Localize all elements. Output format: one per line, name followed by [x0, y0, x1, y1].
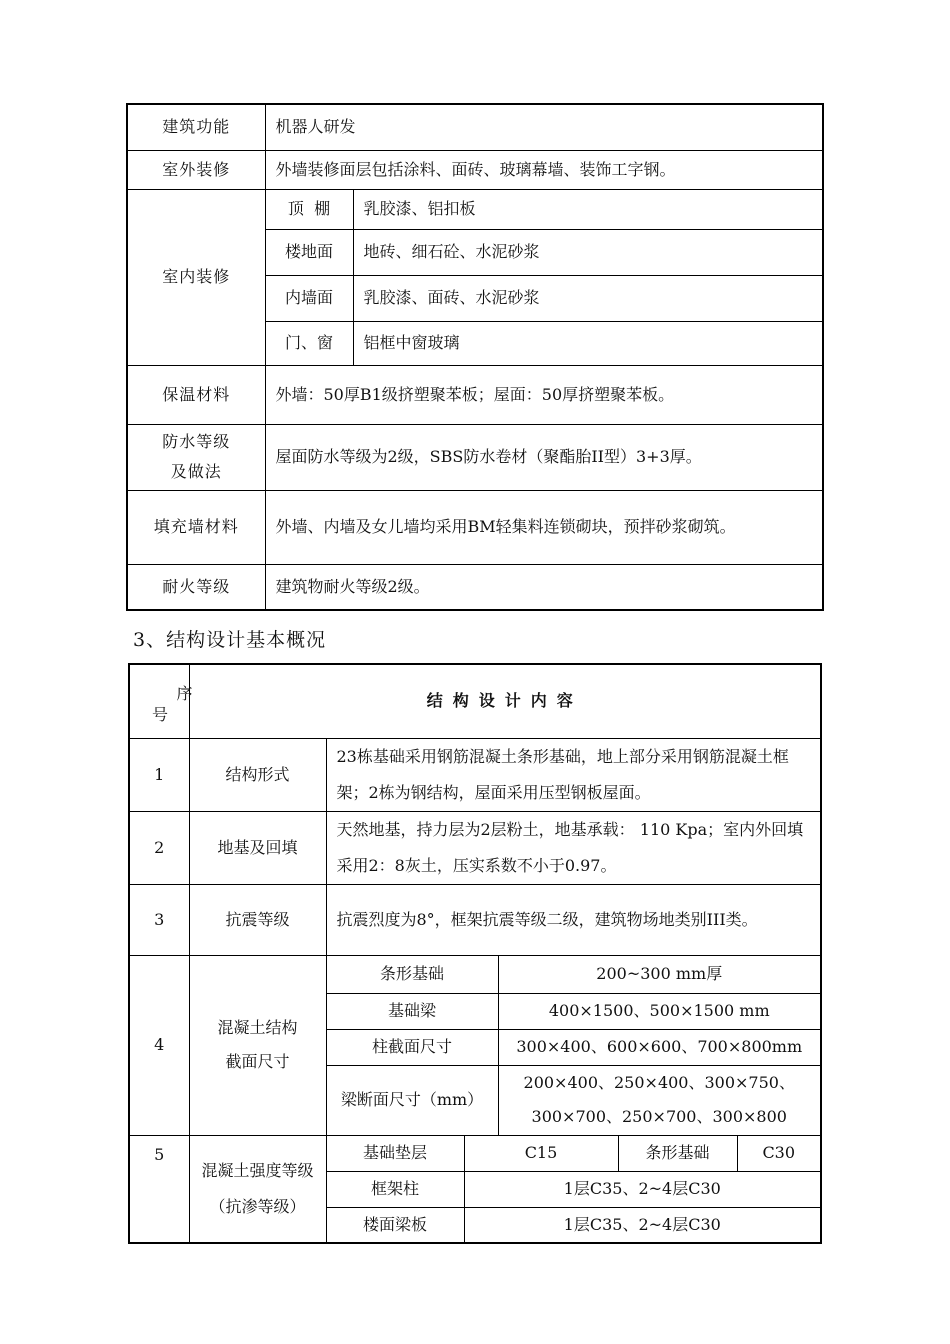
- sub-label: 梁断面尺寸（mm）: [326, 1065, 498, 1135]
- row-label: 保温材料: [127, 365, 265, 424]
- sub-label: 顶 棚: [265, 189, 353, 229]
- sub-label: 楼面梁板: [326, 1207, 464, 1243]
- row-label: [127, 424, 265, 490]
- value-line: 200×400、250×400、300×750、: [523, 1073, 795, 1092]
- row-label: 建筑功能: [127, 104, 265, 150]
- sub-label: 门、窗: [265, 321, 353, 365]
- sub-value: 乳胶漆、铝扣板: [353, 189, 823, 229]
- table-row: [127, 564, 823, 610]
- sub-label: 楼地面: [265, 229, 353, 275]
- sub-value: 200~300 mm厚: [498, 955, 821, 993]
- building-info-table: [126, 103, 824, 611]
- sub-value: [498, 1065, 821, 1135]
- row-number: 2: [129, 811, 189, 884]
- sub-label: 条形基础: [326, 955, 498, 993]
- table-row: [127, 365, 823, 424]
- structure-design-table: [128, 663, 822, 1244]
- row-number: 3: [129, 884, 189, 955]
- row-number: 1: [129, 738, 189, 811]
- sub-label: 基础梁: [326, 993, 498, 1029]
- sub-label: 柱截面尺寸: [326, 1029, 498, 1065]
- table-row: [127, 490, 823, 564]
- row-value: 外墙装修面层包括涂料、面砖、玻璃幕墙、装饰工字钢。: [265, 150, 823, 189]
- row-item: 结构形式: [189, 738, 326, 811]
- table-row: [129, 884, 821, 955]
- sub-label: 基础垫层: [326, 1135, 464, 1171]
- sub-value: C15: [464, 1135, 618, 1171]
- row-label: 填充墙材料: [127, 490, 265, 564]
- label-line: 防水等级: [162, 432, 231, 451]
- seq-header-top: 序: [176, 684, 193, 703]
- row-number: 5: [129, 1135, 189, 1243]
- sub-value-2: C30: [737, 1135, 821, 1171]
- sub-value: 地砖、细石砼、水泥砂浆: [353, 229, 823, 275]
- row-label: 室内装修: [127, 189, 265, 365]
- row-item: 抗震等级: [189, 884, 326, 955]
- sub-value: 400×1500、500×1500 mm: [498, 993, 821, 1029]
- table-row: [127, 189, 823, 229]
- row-item: 混凝土强度等级（抗渗等级）: [189, 1135, 326, 1243]
- sub-value: 1层C35、2~4层C30: [464, 1171, 821, 1207]
- table-header-row: [129, 664, 821, 738]
- sub-value: 铝框中窗玻璃: [353, 321, 823, 365]
- table-row: [127, 424, 823, 490]
- table-row: [127, 104, 823, 150]
- item-line: 截面尺寸: [225, 1052, 290, 1071]
- seq-header: [129, 664, 193, 738]
- row-value: 建筑物耐火等级2级。: [265, 564, 823, 610]
- table-row: [129, 1135, 821, 1171]
- seq-header-bottom: 号: [152, 704, 169, 724]
- section-heading: 3、结构设计基本概况: [133, 629, 327, 651]
- sub-value: 乳胶漆、面砖、水泥砂浆: [353, 275, 823, 321]
- sub-value: 1层C35、2~4层C30: [464, 1207, 821, 1243]
- row-value: 外墙、内墙及女儿墙均采用BM轻集料连锁砌块，预拌砂浆砌筑。: [265, 490, 823, 564]
- row-value: 外墙：50厚B1级挤塑聚苯板；屋面：50厚挤塑聚苯板。: [265, 365, 823, 424]
- row-value: 屋面防水等级为2级，SBS防水卷材（聚酯胎II型）3+3厚。: [265, 424, 823, 490]
- table-row: [127, 150, 823, 189]
- table-row: [129, 811, 821, 884]
- row-item: 地基及回填: [189, 811, 326, 884]
- table-row: [129, 738, 821, 811]
- table-row: [129, 955, 821, 993]
- row-value: 抗震烈度为8°，框架抗震等级二级，建筑物场地类别III类。: [326, 884, 821, 955]
- row-number: 4: [129, 955, 189, 1135]
- row-value: 23栋基础采用钢筋混凝土条形基础，地上部分采用钢筋混凝土框架；2栋为钢结构，屋面采用压型钢板屋面。: [326, 738, 821, 811]
- item-line: 混凝土结构: [217, 1018, 298, 1037]
- row-label: 室外装修: [127, 150, 265, 189]
- sub-label: 框架柱: [326, 1171, 464, 1207]
- content-header: 结构设计内容: [189, 664, 821, 738]
- sub-label: 内墙面: [265, 275, 353, 321]
- value-line: 300×700、250×700、300×800: [531, 1107, 787, 1126]
- row-label: 耐火等级: [127, 564, 265, 610]
- row-item: [189, 955, 326, 1135]
- sub-label-2: 条形基础: [618, 1135, 737, 1171]
- sub-value: 300×400、600×600、700×800mm: [498, 1029, 821, 1065]
- row-value: 天然地基，持力层为2层粉土，地基承载： 110 Kpa；室内外回填采用2：8灰土，压实系数不小于0.97。: [326, 811, 821, 884]
- label-line: 及做法: [170, 462, 222, 481]
- row-value: 机器人研发: [265, 104, 823, 150]
